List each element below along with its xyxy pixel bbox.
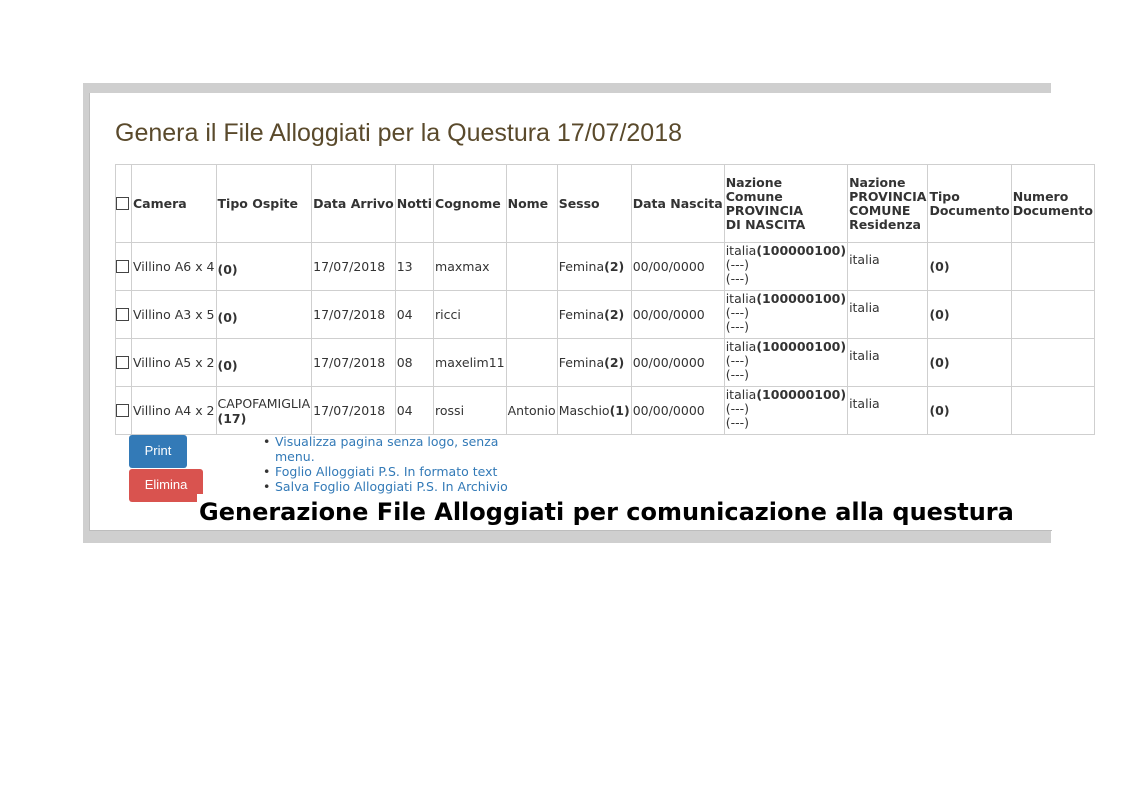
cell-sesso <box>557 387 631 435</box>
page-title: Genera il File Alloggiati per la Questura 17/07/2018 <box>115 119 683 147</box>
cell-data-arrivo: 17/07/2018 <box>312 243 396 291</box>
cell-data-nascita: 00/00/0000 <box>631 291 724 339</box>
header-nascita-line: Nazione <box>725 174 783 190</box>
cell-data-nascita: 00/00/0000 <box>631 339 724 387</box>
cell-data-arrivo: 17/07/2018 <box>312 291 396 339</box>
header-nascita[interactable] <box>724 165 847 243</box>
cell-cognome: rossi <box>434 387 507 435</box>
page-panel <box>89 93 1093 531</box>
header-cognome[interactable]: Cognome <box>434 165 507 243</box>
cell-data-nascita: 00/00/0000 <box>631 387 724 435</box>
sesso-code: (2) <box>604 355 625 370</box>
header-numero-documento-line: Documento <box>1012 202 1093 218</box>
cell-numero-documento <box>1011 387 1094 435</box>
action-links <box>261 434 521 494</box>
cell-numero-documento <box>1011 339 1094 387</box>
nazione-nascita: italia <box>725 291 757 306</box>
header-residenza-line: Residenza <box>849 216 921 232</box>
link-salva-archivio[interactable]: • Salva Foglio Alloggiati P.S. In Archivio <box>261 479 521 494</box>
provincia-nascita: (---) <box>725 319 749 334</box>
row-checkbox[interactable] <box>116 356 129 369</box>
provincia-nascita: (---) <box>725 415 749 430</box>
cell-nascita <box>724 291 847 339</box>
provincia-nascita: (---) <box>725 367 749 382</box>
cell-sesso <box>557 339 631 387</box>
cell-tipo-documento <box>928 291 1011 339</box>
cell-camera: Villino A6 x 4 <box>132 243 217 291</box>
comune-nascita: (---) <box>725 401 749 416</box>
print-button[interactable]: Print <box>129 435 187 468</box>
row-checkbox[interactable] <box>116 308 129 321</box>
table-row[interactable] <box>116 243 1095 291</box>
cell-tipo-ospite <box>216 291 312 339</box>
cell-nascita <box>724 339 847 387</box>
comune-nascita: (---) <box>725 257 749 272</box>
tipo-documento-code: (0) <box>929 307 950 322</box>
tipo-ospite-code: (0) <box>217 310 238 325</box>
sesso-code: (2) <box>604 307 625 322</box>
header-nascita-line: DI NASCITA <box>725 216 806 232</box>
header-residenza[interactable] <box>848 165 928 243</box>
cell-residenza: italia <box>848 243 928 291</box>
cell-camera: Villino A3 x 5 <box>132 291 217 339</box>
cell-data-arrivo: 17/07/2018 <box>312 387 396 435</box>
link-foglio-formato-text[interactable]: • Foglio Alloggiati P.S. In formato text <box>261 464 521 479</box>
tipo-ospite-code: (17) <box>217 410 247 426</box>
cell-tipo-ospite <box>216 243 312 291</box>
cell-residenza: italia <box>848 387 928 435</box>
link-visualizza-senza-logo[interactable]: • Visualizza pagina senza logo, senza menu. <box>261 434 521 464</box>
cell-notti: 04 <box>395 291 433 339</box>
cell-sesso <box>557 243 631 291</box>
table-row[interactable] <box>116 339 1095 387</box>
provincia-nascita: (---) <box>725 271 749 286</box>
nazione-nascita: italia <box>725 339 757 354</box>
header-camera[interactable]: Camera <box>132 165 217 243</box>
cell-nome: Antonio <box>506 387 557 435</box>
cell-numero-documento <box>1011 291 1094 339</box>
cell-nome <box>506 291 557 339</box>
row-checkbox[interactable] <box>116 260 129 273</box>
cell-notti: 13 <box>395 243 433 291</box>
table-header-row <box>116 165 1095 243</box>
nazione-nascita-code: (100000100) <box>756 243 847 258</box>
nazione-nascita-code: (100000100) <box>756 339 847 354</box>
cell-tipo-ospite <box>216 387 312 435</box>
header-tipo-documento-line: Tipo <box>929 188 960 204</box>
sesso-text: Femina <box>558 307 605 322</box>
header-residenza-line: Nazione <box>849 174 906 190</box>
comune-nascita: (---) <box>725 305 749 320</box>
cell-camera: Villino A4 x 2 <box>132 387 217 435</box>
header-nascita-line: PROVINCIA <box>725 202 804 218</box>
row-checkbox[interactable] <box>116 404 129 417</box>
header-data-nascita[interactable]: Data Nascita <box>631 165 724 243</box>
tipo-ospite-code: (0) <box>217 358 238 373</box>
cell-nascita <box>724 387 847 435</box>
header-nascita-line: Comune <box>725 188 783 204</box>
tipo-documento-code: (0) <box>929 259 950 274</box>
comune-nascita: (---) <box>725 353 749 368</box>
cell-residenza: italia <box>848 339 928 387</box>
sesso-code: (2) <box>604 259 625 274</box>
header-data-arrivo[interactable]: Data Arrivo <box>312 165 396 243</box>
cell-cognome: ricci <box>434 291 507 339</box>
header-residenza-line: COMUNE <box>849 202 911 218</box>
cell-camera: Villino A5 x 2 <box>132 339 217 387</box>
sesso-text: Maschio <box>558 403 610 418</box>
image-caption: Generazione File Alloggiati per comunicazione alla questura <box>197 494 1029 528</box>
table-row[interactable] <box>116 387 1095 435</box>
tipo-documento-code: (0) <box>929 403 950 418</box>
elimina-button[interactable]: Elimina <box>129 469 203 502</box>
cell-cognome: maxelim11 <box>434 339 507 387</box>
header-numero-documento-line: Numero <box>1012 188 1069 204</box>
nazione-nascita: italia <box>725 387 757 402</box>
nazione-nascita-code: (100000100) <box>756 291 847 306</box>
cell-residenza: italia <box>848 291 928 339</box>
sesso-code: (1) <box>609 403 630 418</box>
nazione-nascita: italia <box>725 243 757 258</box>
cell-sesso <box>557 291 631 339</box>
header-numero-documento[interactable] <box>1011 165 1094 243</box>
select-all-checkbox[interactable] <box>116 197 129 210</box>
header-nome[interactable]: Nome <box>506 165 557 243</box>
header-sesso[interactable]: Sesso <box>557 165 631 243</box>
nazione-nascita-code: (100000100) <box>756 387 847 402</box>
header-notti[interactable]: Notti <box>395 165 433 243</box>
sesso-text: Femina <box>558 259 605 274</box>
sesso-text: Femina <box>558 355 605 370</box>
cell-data-arrivo: 17/07/2018 <box>312 339 396 387</box>
cell-numero-documento <box>1011 243 1094 291</box>
header-residenza-line: PROVINCIA <box>849 188 927 204</box>
cell-data-nascita: 00/00/0000 <box>631 243 724 291</box>
tipo-documento-code: (0) <box>929 355 950 370</box>
cell-cognome: maxmax <box>434 243 507 291</box>
cell-tipo-documento <box>928 243 1011 291</box>
cell-tipo-documento <box>928 339 1011 387</box>
cell-nome <box>506 243 557 291</box>
cell-notti: 08 <box>395 339 433 387</box>
header-tipo-documento[interactable] <box>928 165 1011 243</box>
tipo-ospite-text: CAPOFAMIGLIA <box>217 395 311 411</box>
cell-tipo-documento <box>928 387 1011 435</box>
tipo-ospite-code: (0) <box>217 262 238 277</box>
header-tipo-documento-line: Documento <box>929 202 1010 218</box>
cell-nascita <box>724 243 847 291</box>
guest-table <box>115 164 1095 435</box>
cell-nome <box>506 339 557 387</box>
table-row[interactable] <box>116 291 1095 339</box>
cell-tipo-ospite <box>216 339 312 387</box>
header-tipo-ospite[interactable]: Tipo Ospite <box>216 165 312 243</box>
cell-notti: 04 <box>395 387 433 435</box>
